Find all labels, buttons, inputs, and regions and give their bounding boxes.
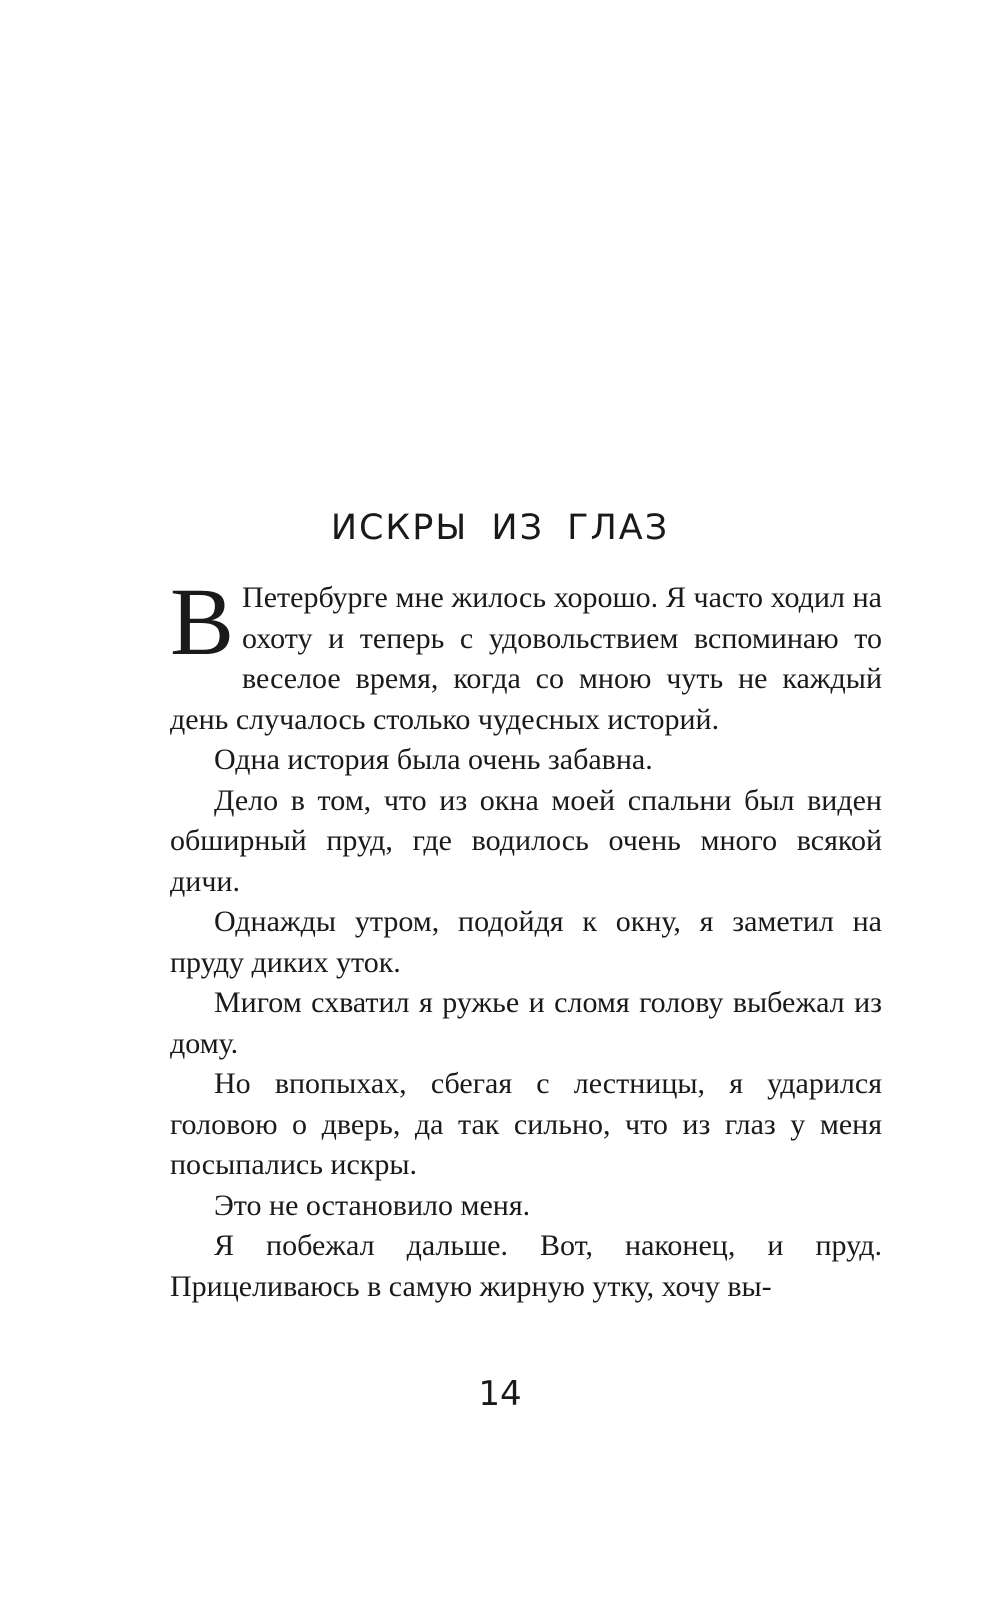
paragraph-4: Однажды утром, подойдя к окну, я заметил на пруду диких уток. xyxy=(170,905,882,979)
drop-cap: В xyxy=(170,568,235,675)
paragraph-7: Это не остановило меня. xyxy=(214,1188,531,1222)
paragraph-1-text: Петербурге мне жилось хорошо. Я часто ходил на охоту и теперь с удовольствием вспоминаю то веселое время, когда со мною чуть не каждый день случалось столько чудесных историй. xyxy=(170,581,882,736)
paragraph-5: Мигом схватил я ружье и сломя голову выбежал из дому. xyxy=(170,986,882,1060)
paragraph-1 xyxy=(170,568,882,740)
page-number: 14 xyxy=(478,1374,522,1414)
paragraph-6: Но впопыхах, сбегая с лестницы, я ударился головою о дверь, да так сильно, что из глаз у меня посыпались искры. xyxy=(170,1067,882,1181)
chapter-title: ИСКРЫ ИЗ ГЛАЗ xyxy=(330,508,670,548)
chapter-body xyxy=(170,568,882,1307)
paragraph-2: Одна история была очень забавна. xyxy=(214,743,653,776)
paragraph-8: Я побежал дальше. Вот, наконец, и пруд. Прицеливаюсь в самую жирную утку, хочу вы- xyxy=(170,1229,882,1303)
paragraph-3: Дело в том, что из окна моей спальни был виден обширный пруд, где водилось очень много всякой дичи. xyxy=(170,783,882,898)
